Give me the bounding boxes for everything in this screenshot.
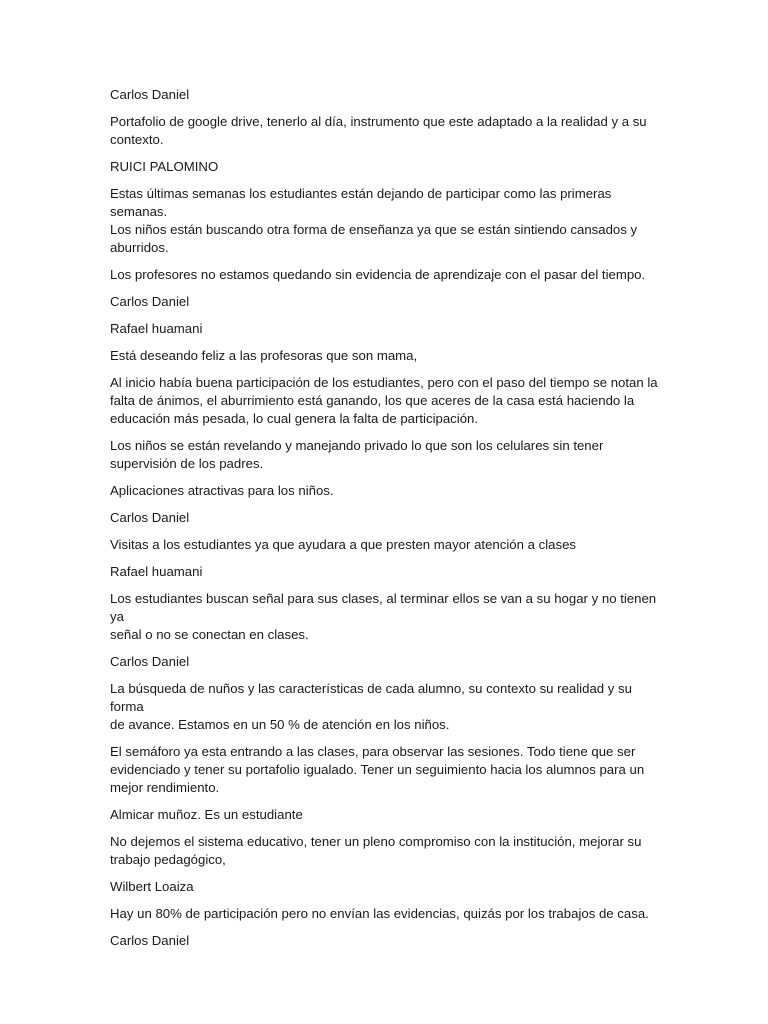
paragraph: Los niños se están revelando y manejando privado lo que son los celulares sin tener supervisión de los padres. xyxy=(110,438,604,471)
speaker-name: Wilbert Loaiza xyxy=(110,879,194,894)
document-page xyxy=(110,86,662,959)
speaker-name: Carlos Daniel xyxy=(110,654,190,669)
paragraph: Los estudiantes buscan señal para sus clases, al terminar ellos se van a su hogar y no tienen ya señal o no se conectan en clases. xyxy=(110,591,657,642)
paragraph: No dejemos el sistema educativo, tener un pleno compromiso con la institución, mejorar su trabajo pedagógico, xyxy=(110,834,642,867)
paragraph: Está deseando feliz a las profesoras que son mama, xyxy=(110,348,418,363)
paragraph: Los profesores no estamos quedando sin evidencia de aprendizaje con el pasar del tiempo. xyxy=(110,267,646,282)
speaker-name: Rafael huamani xyxy=(110,321,203,336)
paragraph: Portafolio de google drive, tenerlo al día, instrumento que este adaptado a la realidad y a su contexto. xyxy=(110,114,647,147)
paragraph: Estas últimas semanas los estudiantes están dejando de participar como las primeras semanas. Los niños están buscando otra forma de enseñanza ya que se están sintiendo cansados y aburridos. xyxy=(110,186,638,255)
paragraph: Al inicio había buena participación de los estudiantes, pero con el paso del tiempo se notan la falta de ánimos, el aburrimiento está ganando, los que aceres de la casa está haciendo la educación más pesada, lo cual genera la falta de participación. xyxy=(110,375,658,426)
paragraph: El semáforo ya esta entrando a las clases, para observar las sesiones. Todo tiene que ser evidenciado y tener su portafolio igualado. Tener un seguimiento hacia los alumnos para un mejor rendimiento. xyxy=(110,744,645,795)
speaker-name: Carlos Daniel xyxy=(110,933,190,948)
paragraph: Aplicaciones atractivas para los niños. xyxy=(110,483,334,498)
paragraph: Hay un 80% de participación pero no envían las evidencias, quizás por los trabajos de casa. xyxy=(110,906,649,921)
speaker-name: Almicar muñoz. Es un estudiante xyxy=(110,807,303,822)
paragraph: La búsqueda de nuños y las características de cada alumno, su contexto su realidad y su forma de avance. Estamos en un 50 % de atención en los niños. xyxy=(110,681,632,732)
speaker-name: Rafael huamani xyxy=(110,564,203,579)
speaker-name: Carlos Daniel xyxy=(110,87,190,102)
speaker-name: Carlos Daniel xyxy=(110,294,190,309)
speaker-name: Carlos Daniel xyxy=(110,510,190,525)
speaker-name: RUICI PALOMINO xyxy=(110,159,219,174)
paragraph: Visitas a los estudiantes ya que ayudara a que presten mayor atención a clases xyxy=(110,537,576,552)
